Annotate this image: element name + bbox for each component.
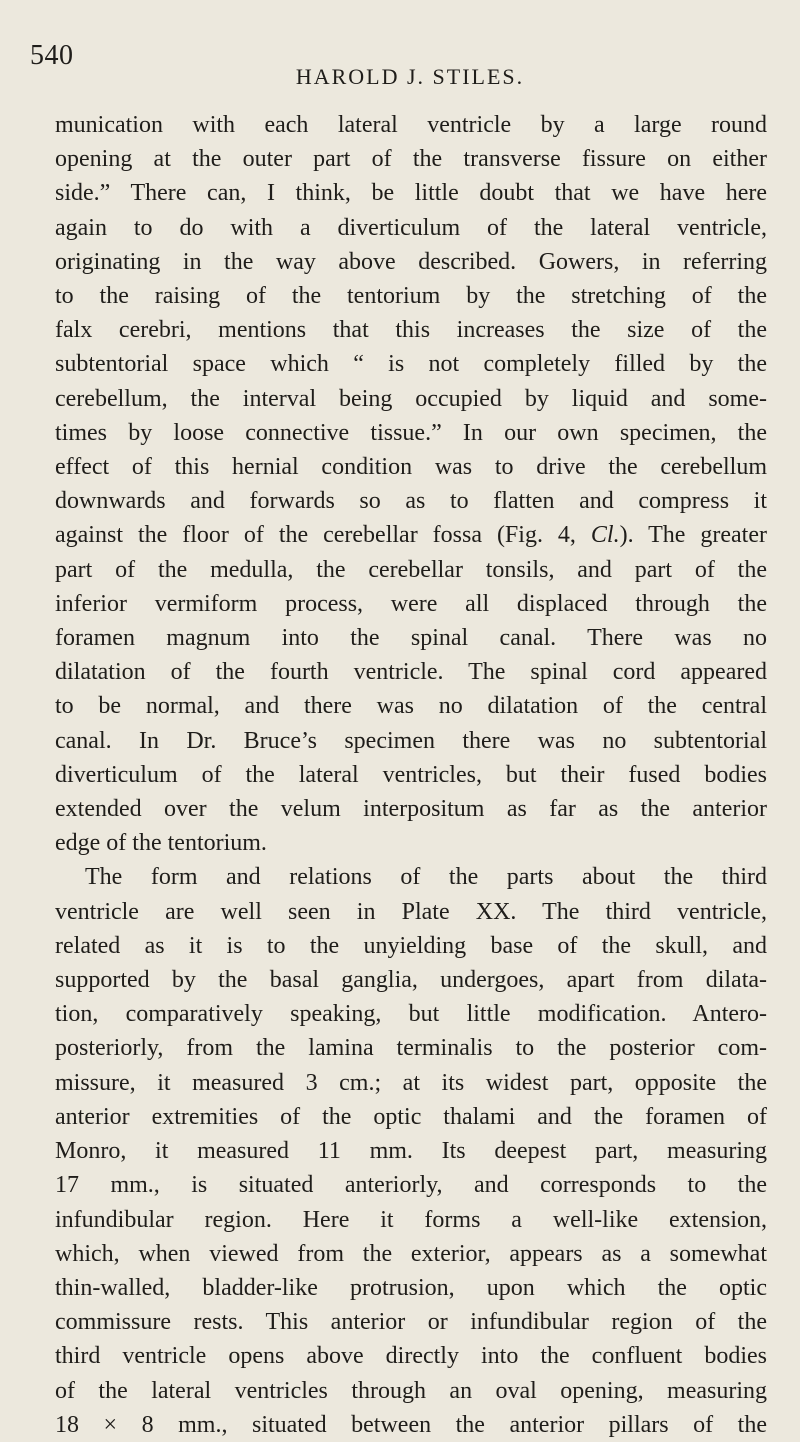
- text-line: opening at the outer part of the transverse fissure on either: [55, 146, 767, 173]
- text-line: subtentorial space which “ is not completely filled by the: [55, 351, 767, 378]
- text-line: posteriorly, from the lamina terminalis to the posterior com-: [55, 1035, 767, 1062]
- text-line: thin-walled, bladder-like protrusion, upon which the optic: [55, 1274, 767, 1301]
- text-line: inferior vermiform process, were all displaced through the: [55, 590, 767, 617]
- text-line: tion, comparatively speaking, but little modification. Antero-: [55, 1001, 767, 1028]
- text-line: anterior extremities of the optic thalami and the foramen of: [55, 1103, 767, 1130]
- text-segment: against the floor of the cerebellar fossa (Fig. 4,: [55, 522, 576, 549]
- text-line: foramen magnum into the spinal canal. There was no: [55, 625, 767, 652]
- text-line: missure, it measured 3 cm.; at its widest part, opposite the: [55, 1069, 767, 1096]
- text-line: cerebellum, the interval being occupied by liquid and some-: [55, 385, 767, 412]
- text-line: related as it is to the unyielding base of the skull, and: [55, 932, 767, 959]
- paragraph-end-line: edge of the tentorium.: [55, 830, 267, 857]
- text-line: extended over the velum interpositum as far as the anterior: [55, 796, 767, 823]
- text-line: side.” There can, I think, be little doubt that we have here: [55, 180, 767, 207]
- paragraph-start-line: The form and relations of the parts about the third: [85, 864, 767, 891]
- text-segment: ). The greater: [619, 522, 767, 549]
- figure-ref-italic: Cl.: [590, 522, 620, 549]
- text-line: commissure rests. This anterior or infundibular region of the: [55, 1309, 767, 1336]
- text-line: downwards and forwards so as to flatten and compress it: [55, 488, 767, 515]
- page-number: 540: [30, 40, 74, 71]
- text-line: to be normal, and there was no dilatation of the central: [55, 693, 767, 720]
- text-line: falx cerebri, mentions that this increases the size of the: [55, 317, 767, 344]
- text-line: Monro, it measured 11 mm. Its deepest part, measuring: [55, 1138, 767, 1165]
- text-line: infundibular region. Here it forms a well-like extension,: [55, 1206, 767, 1233]
- text-line: diverticulum of the lateral ventricles, but their fused bodies: [55, 761, 767, 788]
- text-line: 18 × 8 mm., situated between the anterior pillars of the: [55, 1411, 767, 1438]
- text-line: which, when viewed from the exterior, appears as a somewhat: [55, 1240, 767, 1267]
- body-text: [55, 108, 767, 1442]
- text-line: to the raising of the tentorium by the stretching of the: [55, 283, 767, 310]
- text-line: of the lateral ventricles through an oval opening, measuring: [55, 1377, 767, 1404]
- text-line: third ventricle opens above directly into the confluent bodies: [55, 1343, 767, 1370]
- running-title: HAROLD J. STILES.: [295, 64, 525, 89]
- text-line: ventricle are well seen in Plate XX. The third ventricle,: [55, 898, 767, 925]
- text-line: munication with each lateral ventricle by a large round: [55, 112, 767, 138]
- text-line: dilatation of the fourth ventricle. The spinal cord appeared: [55, 659, 767, 686]
- text-line: 17 mm., is situated anteriorly, and corresponds to the: [55, 1172, 767, 1199]
- text-line: supported by the basal ganglia, undergoes, apart from dilata-: [55, 967, 767, 994]
- text-line: again to do with a diverticulum of the lateral ventricle,: [55, 214, 767, 241]
- text-line: originating in the way above described. Gowers, in referring: [55, 248, 767, 275]
- text-line: times by loose connective tissue.” In our own specimen, the: [55, 419, 767, 446]
- text-line: part of the medulla, the cerebellar tonsils, and part of the: [55, 556, 767, 583]
- text-line: canal. In Dr. Bruce’s specimen there was no subtentorial: [55, 727, 767, 754]
- text-line: effect of this hernial condition was to drive the cerebellum: [55, 454, 767, 481]
- text-line-figure-ref: [55, 518, 767, 552]
